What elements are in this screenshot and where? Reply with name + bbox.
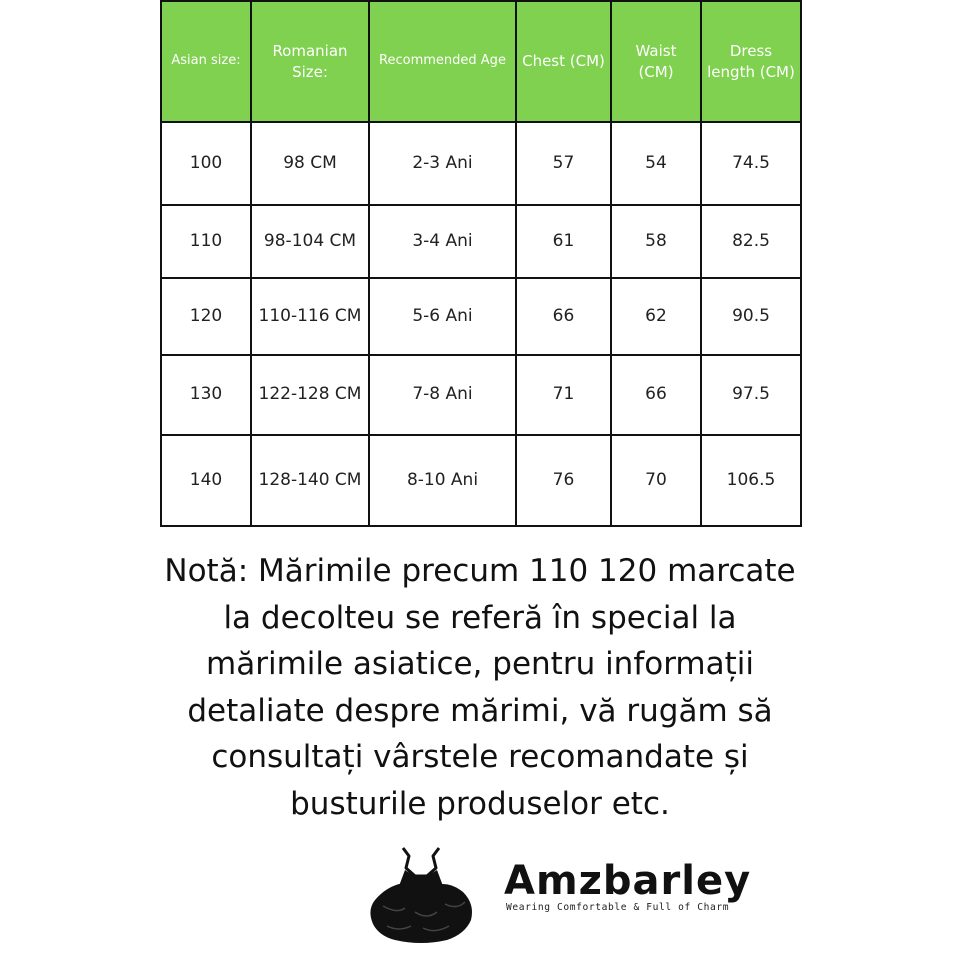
header-romanian-size: Romanian Size: bbox=[251, 1, 369, 122]
cell-chest: 61 bbox=[516, 205, 611, 278]
size-chart-table bbox=[160, 0, 802, 527]
note-line: busturile produselor etc. bbox=[290, 785, 670, 822]
cell-chest: 57 bbox=[516, 122, 611, 205]
cell-chest: 76 bbox=[516, 435, 611, 526]
cell-age: 7-8 Ani bbox=[369, 355, 516, 435]
cell-asian-size: 100 bbox=[161, 122, 251, 205]
cell-dress-length: 106.5 bbox=[701, 435, 801, 526]
note-line: consultați vârstele recomandate și bbox=[211, 739, 749, 775]
table-row bbox=[161, 278, 801, 355]
header-dress-length: Dress length (CM) bbox=[701, 1, 801, 122]
note-line: la decolteu se referă în special la bbox=[223, 599, 737, 636]
cell-chest: 66 bbox=[516, 278, 611, 355]
cell-waist: 58 bbox=[611, 205, 701, 278]
dress-icon bbox=[365, 842, 477, 944]
table-row bbox=[161, 205, 801, 278]
size-note bbox=[130, 548, 830, 827]
cell-asian-size: 130 bbox=[161, 355, 251, 435]
cell-age: 5-6 Ani bbox=[369, 278, 516, 355]
cell-age: 3-4 Ani bbox=[369, 205, 516, 278]
note-line: mărimile asiatice, pentru informații bbox=[206, 646, 754, 682]
cell-age: 8-10 Ani bbox=[369, 435, 516, 526]
cell-age: 2-3 Ani bbox=[369, 122, 516, 205]
table-row bbox=[161, 355, 801, 435]
cell-romanian-size: 110-116 CM bbox=[251, 278, 369, 355]
table-header-row bbox=[161, 1, 801, 122]
cell-dress-length: 97.5 bbox=[701, 355, 801, 435]
cell-asian-size: 140 bbox=[161, 435, 251, 526]
brand-tagline: Wearing Comfortable & Full of Charm bbox=[506, 902, 730, 913]
cell-asian-size: 120 bbox=[161, 278, 251, 355]
table-row bbox=[161, 435, 801, 526]
cell-asian-size: 110 bbox=[161, 205, 251, 278]
cell-dress-length: 82.5 bbox=[701, 205, 801, 278]
cell-romanian-size: 98 CM bbox=[251, 122, 369, 205]
table-row bbox=[161, 122, 801, 205]
brand-logo bbox=[500, 858, 800, 913]
header-recommended-age: Recommended Age bbox=[369, 1, 516, 122]
note-line: Notă: Mărimile precum 110 120 marcate bbox=[164, 553, 796, 589]
cell-chest: 71 bbox=[516, 355, 611, 435]
cell-romanian-size: 98-104 CM bbox=[251, 205, 369, 278]
cell-waist: 66 bbox=[611, 355, 701, 435]
cell-waist: 70 bbox=[611, 435, 701, 526]
cell-romanian-size: 128-140 CM bbox=[251, 435, 369, 526]
brand-name: Amzbarley bbox=[504, 858, 752, 904]
note-line: detaliate despre mărimi, vă rugăm să bbox=[187, 692, 773, 729]
cell-waist: 62 bbox=[611, 278, 701, 355]
header-chest: Chest (CM) bbox=[516, 1, 611, 122]
cell-dress-length: 74.5 bbox=[701, 122, 801, 205]
cell-dress-length: 90.5 bbox=[701, 278, 801, 355]
header-asian-size: Asian size: bbox=[161, 1, 251, 122]
cell-romanian-size: 122-128 CM bbox=[251, 355, 369, 435]
cell-waist: 54 bbox=[611, 122, 701, 205]
header-waist: Waist (CM) bbox=[611, 1, 701, 122]
